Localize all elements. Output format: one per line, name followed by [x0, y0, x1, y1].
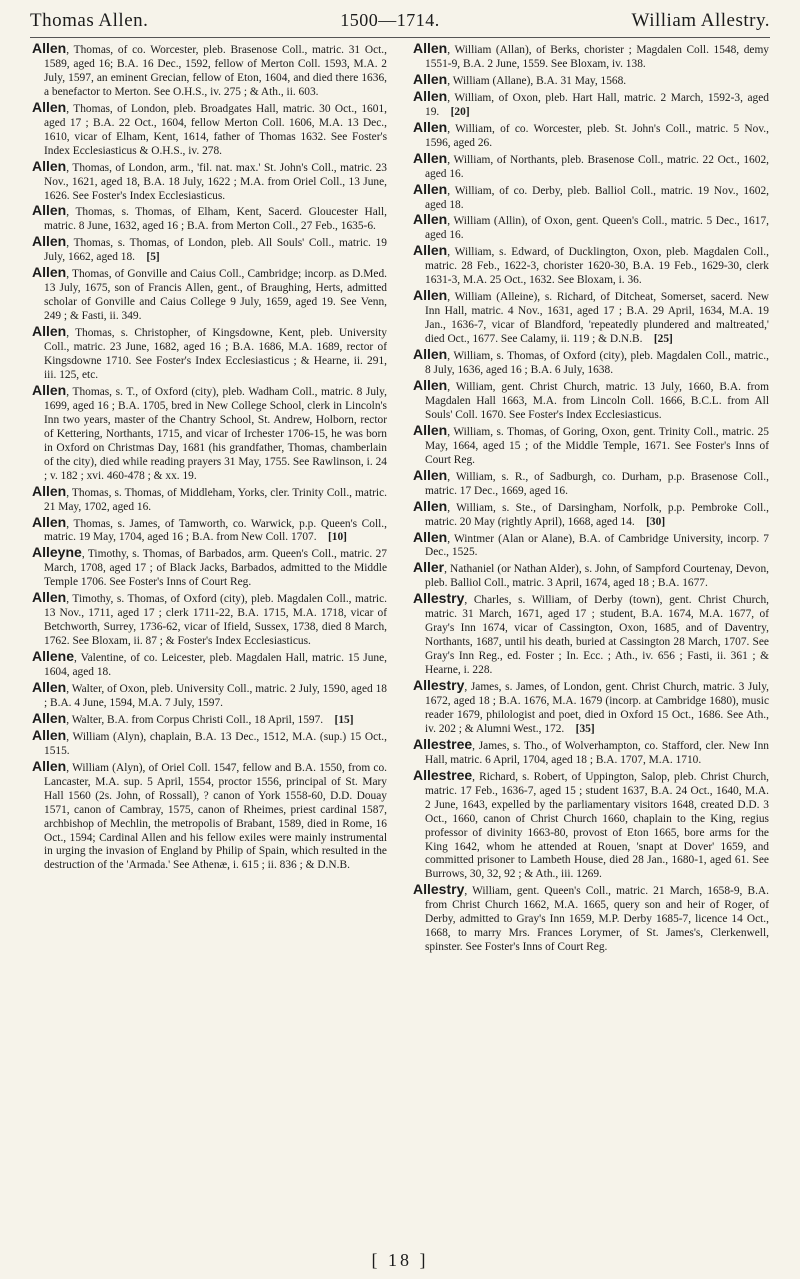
- entry-surname: Allen: [413, 149, 448, 166]
- entry-text: , William, gent. Queen's Coll., matric. 21 March, 1658-9, B.A. from Christ Church 1662, M.A. 1665, query son and heir of Roger, of Derby, admitted to Gray's Inn 1659, M.P. Derby 1685-7, licence 14 Oct., 1668, to marry Mrs. Frances Lorymer, of St. James's, Clerkenwell, spinster. See Foster's Inns of Court Reg.: [425, 885, 769, 954]
- entry-surname: Aller: [413, 559, 445, 576]
- entry-surname: Allen: [413, 211, 448, 228]
- entry-number-marker: [15]: [334, 713, 354, 726]
- entry-text: , William, of Oxon, pleb. Hart Hall, matric. 2 March, 1592-3, aged 19.: [425, 91, 769, 118]
- register-entry: [32, 709, 387, 728]
- entry-surname: Allen: [32, 757, 67, 774]
- entry-text: , William (Allane), B.A. 31 May, 1568.: [447, 74, 627, 87]
- entry-text: , Richard, s. Robert, of Uppington, Salop, pleb. Christ Church, matric. 17 Feb., 1636-7, aged 15 ; student 1637, B.A. 24 Oct., 1640, M.A. 2 June, 1643, expelled by the parliamentary visitors 1648, created D.D. 3 Oct., 1660, canon of Christ Church 1660, chaplain to the King, regius professor of divinity 1663-80, provost of Eton 1665, bore arms for the King 1642, whom he attended at Rouen, 'snapt at Dover' 1659, and committed prisoner to Lambeth House, died 28 Jan., 1680-1, aged 61. See Burrows, 30, 32, 92 ; & Ath., iii. 1269.: [425, 770, 769, 881]
- register-entry: [32, 42, 387, 100]
- entry-text: , Timothy, s. Thomas, of Oxford (city), pleb. Magdalen Coll., matric. 13 Nov., 1711, aged 17 ; clerk 1711-22, B.A. 1715, M.A. 1718, vicar of Betchworth, Surrey, 1736-62, vicar of Ifield, Sussex, 1738, died 8 March, 1762. See Bloxam, ii. 87 ; & Foster's Index Ecclesiasticus.: [44, 593, 387, 648]
- register-entry: [413, 497, 769, 530]
- header-left: Thomas Allen.: [30, 10, 149, 31]
- register-entry: [32, 157, 387, 204]
- entry-surname: Allen: [32, 678, 67, 695]
- entry-text: , Charles, s. William, of Derby (town), gent. Christ Church, matric. 31 March, 1671, aged 17 ; student, B.A. 1674, M.A. 1677, of Gray's Inn 1674, vicar of Cassington, Oxon, 1685, and of Daventry, Northants, 1687, until his death, buried at Cassington 28 March, 1707. See Gray's Inn Reg., ed. Foster ; In. Ecc. ; Ath., iv. 656 ; Fasti, ii. 361 ; & Hearne, i. 228.: [425, 594, 769, 677]
- register-entry: [32, 235, 387, 265]
- entry-surname: Allen: [32, 98, 67, 115]
- entry-surname: Allen: [413, 180, 448, 197]
- register-entry: [413, 180, 769, 213]
- entry-text: , William, of co. Worcester, pleb. St. John's Coll., matric. 5 Nov., 1596, aged 26.: [425, 122, 769, 149]
- entry-number-marker: [35]: [575, 722, 595, 735]
- entry-text: , William (Alyn), of Oriel Coll. 1547, fellow and B.A. 1550, from co. Lancaster, M.A. sup. 5 April, 1554, proctor 1556, principal of St. Mary Hall 1560 (2s. John, of Rossall), ? canon of York 1558-60, D.D. Douay 1571, canon of Cambray, 1575, canon of Rheimes, priest cardinal 1587, archbishop of Mechlin, the metropolis of Brabant, 1589, died in Rome, 16 Oct., 1594; Cardinal Allen and his fellow exiles were mainly instrumental in urging the invasion of England by Philip of Spain, which resulted in the destruction of the 'Armada.' See Athenæ, i. 615 ; ii. 836 ; & D.N.B.: [44, 761, 387, 872]
- register-entry: [32, 591, 387, 649]
- entry-text: , Thomas, s. Thomas, of Middleham, Yorks, cler. Trinity Coll., matric. 21 May, 1702, aged 16.: [44, 486, 387, 513]
- entry-text: , William (Alleine), s. Richard, of Ditcheat, Somerset, sacerd. New Inn Hall, matric. 4 Nov., 1631, aged 17 ; B.A. 29 April, 1634, M.A. 19 Jan., 1636-7, vicar of Blandford, 'repeatedly plundered and maltreated,' died Oct., 1677. See Calamy, ii. 119 ; & D.N.B.: [425, 291, 769, 346]
- entry-text: , Timothy, s. Thomas, of Barbados, arm. Queen's Coll., matric. 27 March, 1708, aged 17 ; of Black Jacks, Barbados, admitted to the Middle Temple 1706. See Foster's Inns of Court Reg.: [44, 548, 387, 589]
- entry-number-marker: [30]: [646, 515, 666, 528]
- entry-text: , Thomas, s. Christopher, of Kingsdowne, Kent, pleb. University Coll., matric. 23 June, 1682, aged 16 ; B.A. 1686, M.A. 1689, rector of Kingsdowne 1710. See Foster's Index Ecclesiasticus ; & Hearne, ii. 291, iii. 125, etc.: [44, 327, 387, 381]
- entry-surname: Allen: [32, 264, 67, 281]
- register-entry: [413, 118, 769, 151]
- register-entry: [32, 678, 387, 711]
- entry-surname: Allen: [32, 323, 67, 340]
- entry-surname: Allen: [32, 42, 67, 56]
- entry-text: , William, s. Thomas, of Goring, Oxon, gent. Trinity Coll., matric. 25 May, 1664, aged 15 ; of the Middle Temple, 1671. See Foster's Inns of Court Reg.: [425, 425, 769, 466]
- entry-surname: Allen: [413, 87, 448, 104]
- register-entry: [413, 735, 769, 768]
- entry-text: , William (Alyn), chaplain, B.A. 13 Dec., 1512, M.A. (sup.) 15 Oct., 1515.: [44, 730, 387, 757]
- register-entry: [32, 266, 387, 324]
- entry-text: , William, s. Edward, of Ducklington, Oxon, pleb. Magdalen Coll., matric. 28 Feb., 1622-3, chorister 1620-30, B.A. 19 Feb., 1629-30, clerk 1631-3, M.A. 25 Oct., 1632. See Bloxam, i. 36.: [425, 246, 769, 287]
- entry-surname: Allestree: [413, 766, 473, 783]
- register-entry: [413, 421, 769, 468]
- entry-surname: Allen: [413, 466, 448, 483]
- entry-surname: Allen: [32, 482, 67, 499]
- entry-text: , Thomas, of co. Worcester, pleb. Brasenose Coll., matric. 31 Oct., 1589, aged 16; B.A. 16 Dec., 1592, fellow of Merton Coll. 1593, M.A. 2 July, 1597, an eminent Grecian, fellow of Eton, 1604, and died there 1636, a benefactor to Merton. See O.H.S., iv. 275 ; & Ath., ii. 603.: [44, 44, 387, 98]
- register-entry: [413, 766, 769, 883]
- header-rule: [30, 37, 770, 38]
- register-entry: [32, 513, 387, 546]
- entry-surname: Allen: [32, 233, 67, 250]
- entry-number-marker: [20]: [450, 105, 470, 118]
- entry-surname: Allen: [413, 42, 448, 56]
- entry-surname: Alleyne: [32, 544, 82, 561]
- entry-surname: Allene: [32, 648, 75, 665]
- entry-number-marker: [25]: [653, 333, 673, 346]
- entry-number-marker: [10]: [328, 531, 347, 544]
- register-entry: [413, 679, 769, 737]
- entry-surname: Allen: [32, 513, 67, 530]
- entry-text: , Thomas, s. T., of Oxford (city), pleb. Wadham Coll., matric. 8 July, 1699, aged 16 ; B.A. 1705, bred in New College School, clerk in Lincoln's Inn two years, master of the Chantry School, St. Andrew, Holborn, rector of Kettering, Northants, 1715, and vicar of Irchester 1706-15, he was born in Oxford on Christmas Day, 1681 (his grandfather, Thomas, chamberlain of the city), died while reading prayers 31 May, 1755. See Rawlinson, i. 24 ; v. 182 ; xvi. 460-478 ; & xx. 19.: [44, 385, 387, 482]
- entry-surname: Allen: [32, 381, 67, 398]
- entry-text: , Thomas, s. Thomas, of Elham, Kent, Sacerd. Gloucester Hall, matric. 8 June, 1632, aged 16 ; B.A. from Merton Coll., 27 Feb., 1635-6.: [44, 206, 387, 233]
- register-entry: [413, 466, 769, 499]
- register-entry: [413, 883, 769, 955]
- entry-surname: Allen: [32, 157, 67, 174]
- register-entry: [413, 244, 769, 288]
- entry-text: , Thomas, of London, pleb. Broadgates Hall, matric. 30 Oct., 1601, aged 17 ; B.A. 22 Oct., 1604, fellow Merton Coll. 1606, M.A. 13 Dec., 1610, vicar of Elham, Kent, 1614, father of Thomas 1632. See Foster's Index Ecclesiasticus & O.H.S., iv. 278.: [44, 102, 387, 157]
- entry-text: , Thomas, of London, arm., 'fil. nat. max.' St. John's Coll., matric. 23 Nov., 1621, aged 18, B.A. 18 July, 1622 ; M.A. from Oriel Coll., 13 June, 1626. See Foster's Index Ecclesiasticus.: [44, 161, 387, 202]
- entry-surname: Allen: [413, 528, 448, 545]
- register-entry: [413, 87, 769, 120]
- entry-text: , James, s. James, of London, gent. Christ Church, matric. 3 July, 1672, aged 18 ; B.A. 1676, M.A. 1679 (incorp. at Cambridge 1680), music reader 1679, philologist and poet, died in Oxford 15 Oct., 1686. See Ath., iv. 202 ; & Alumni West., 172.: [425, 681, 769, 735]
- register-entry: [32, 757, 387, 874]
- register-entry: [413, 528, 769, 561]
- left-column: [32, 42, 387, 1242]
- entry-surname: Allestry: [413, 590, 465, 607]
- entry-surname: Allen: [32, 589, 67, 606]
- entry-surname: Allen: [32, 709, 67, 726]
- entry-text: , William, of Northants, pleb. Brasenose Coll., matric. 22 Oct., 1602, aged 16.: [425, 153, 769, 180]
- register-entry: [32, 546, 387, 590]
- register-entry: [413, 561, 769, 591]
- entry-text: , William, s. Ste., of Darsingham, Norfolk, p.p. Pembroke Coll., matric. 20 May (rightly April), 1668, aged 14.: [425, 501, 769, 528]
- entry-text: , William (Allan), of Berks, chorister ; Magdalen Coll. 1548, demy 1551-9, B.A. 2 June, 1559. See Bloxam, iv. 138.: [425, 44, 769, 70]
- entry-surname: Allen: [413, 497, 448, 514]
- register-entry: [32, 204, 387, 234]
- right-column: [413, 42, 769, 1242]
- entry-text: , Wintmer (Alan or Alane), B.A. of Cambridge University, incorp. 7 Dec., 1525.: [425, 532, 769, 559]
- header-right: William Allestry.: [631, 10, 770, 31]
- register-entry: [32, 98, 387, 159]
- entry-text: , Walter, of Oxon, pleb. University Coll., matric. 2 July, 1590, aged 18 ; B.A. 4 June, 1594, M.A. 7 July, 1597.: [44, 682, 387, 709]
- register-entry: [413, 289, 769, 347]
- register-entry: [32, 650, 387, 680]
- entry-text: , James, s. Tho., of Wolverhampton, co. Stafford, cler. New Inn Hall, matric. 6 April, 1704, aged 18 ; B.A. 1707, M.A. 1710.: [425, 739, 769, 766]
- entry-text: , Thomas, s. James, of Tamworth, co. Warwick, p.p. Queen's Coll., matric. 19 May, 1704, aged 16 ; B.A. from New Coll. 1707.: [44, 517, 387, 544]
- entry-text: , William, s. R., of Sadburgh, co. Durham, p.p. Brasenose Coll., matric. 17 Dec., 1669, aged 16.: [425, 470, 769, 497]
- register-entry: [413, 213, 769, 243]
- entry-text: , Walter, B.A. from Corpus Christi Coll., 18 April, 1597.: [66, 713, 324, 726]
- entry-text: , Nathaniel (or Nathan Alder), s. John, of Sampford Courtenay, Devon, pleb. Balliol Coll., matric. 3 April, 1674, aged 18 ; B.A. 1677.: [425, 563, 769, 590]
- entry-surname: Allen: [32, 202, 67, 219]
- entry-number-marker: [5]: [146, 251, 160, 264]
- entry-surname: Allen: [413, 421, 448, 438]
- register-entry: [32, 381, 387, 484]
- page-number: [ 18 ]: [371, 1250, 429, 1270]
- register-entry: [413, 149, 769, 182]
- entry-surname: Allestry: [413, 677, 465, 694]
- register-entry: [413, 42, 769, 72]
- entry-text: , Thomas, of Gonville and Caius Coll., Cambridge; incorp. as D.Med. 13 July, 1675, son of Francis Allen, gent., of Braughing, Herts, admitted scholar of Gonville and Caius College 9 July, 1659, aged 19. See Venn, 249 ; & Fasti, ii. 349.: [44, 268, 387, 323]
- entry-surname: Allen: [413, 118, 448, 135]
- register-entry: [32, 325, 387, 383]
- entry-text: , William, of co. Derby, pleb. Balliol Coll., matric. 19 Nov., 1602, aged 18.: [425, 184, 769, 211]
- entry-text: , Valentine, of co. Leicester, pleb. Magdalen Hall, matric. 15 June, 1604, aged 18.: [44, 652, 387, 679]
- entry-surname: Allestry: [413, 881, 465, 898]
- entry-text: , William (Allin), of Oxon, gent. Queen's Coll., matric. 5 Dec., 1617, aged 16.: [425, 215, 769, 242]
- entry-surname: Allen: [413, 346, 448, 363]
- entry-text: , William, s. Thomas, of Oxford (city), pleb. Magdalen Coll., matric., 8 July, 1636, aged 16 ; B.A. 6 July, 1638.: [425, 350, 769, 377]
- register-entry: [413, 70, 769, 89]
- entry-surname: Allestree: [413, 735, 473, 752]
- entry-surname: Allen: [413, 287, 448, 304]
- entry-text: , William, gent. Christ Church, matric. 13 July, 1660, B.A. from Magdalen Hall 1663, M.A. from Lincoln Coll. 1666, B.C.L. from All Souls' Coll. 1670. See Foster's Index Ecclesiasticus.: [425, 380, 769, 421]
- header-center: 1500—1714.: [340, 10, 440, 30]
- entry-text: , Thomas, s. Thomas, of London, pleb. All Souls' Coll., matric. 19 July, 1662, aged 18.: [44, 237, 387, 264]
- running-header: [30, 10, 770, 36]
- entry-surname: Allen: [413, 376, 448, 393]
- register-entry: [413, 592, 769, 678]
- register-entry: [413, 348, 769, 378]
- register-entry: [413, 376, 769, 423]
- entry-surname: Allen: [413, 70, 448, 87]
- register-entry: [32, 482, 387, 515]
- entry-surname: Allen: [413, 242, 448, 259]
- register-entry: [32, 726, 387, 759]
- entry-surname: Allen: [32, 726, 67, 743]
